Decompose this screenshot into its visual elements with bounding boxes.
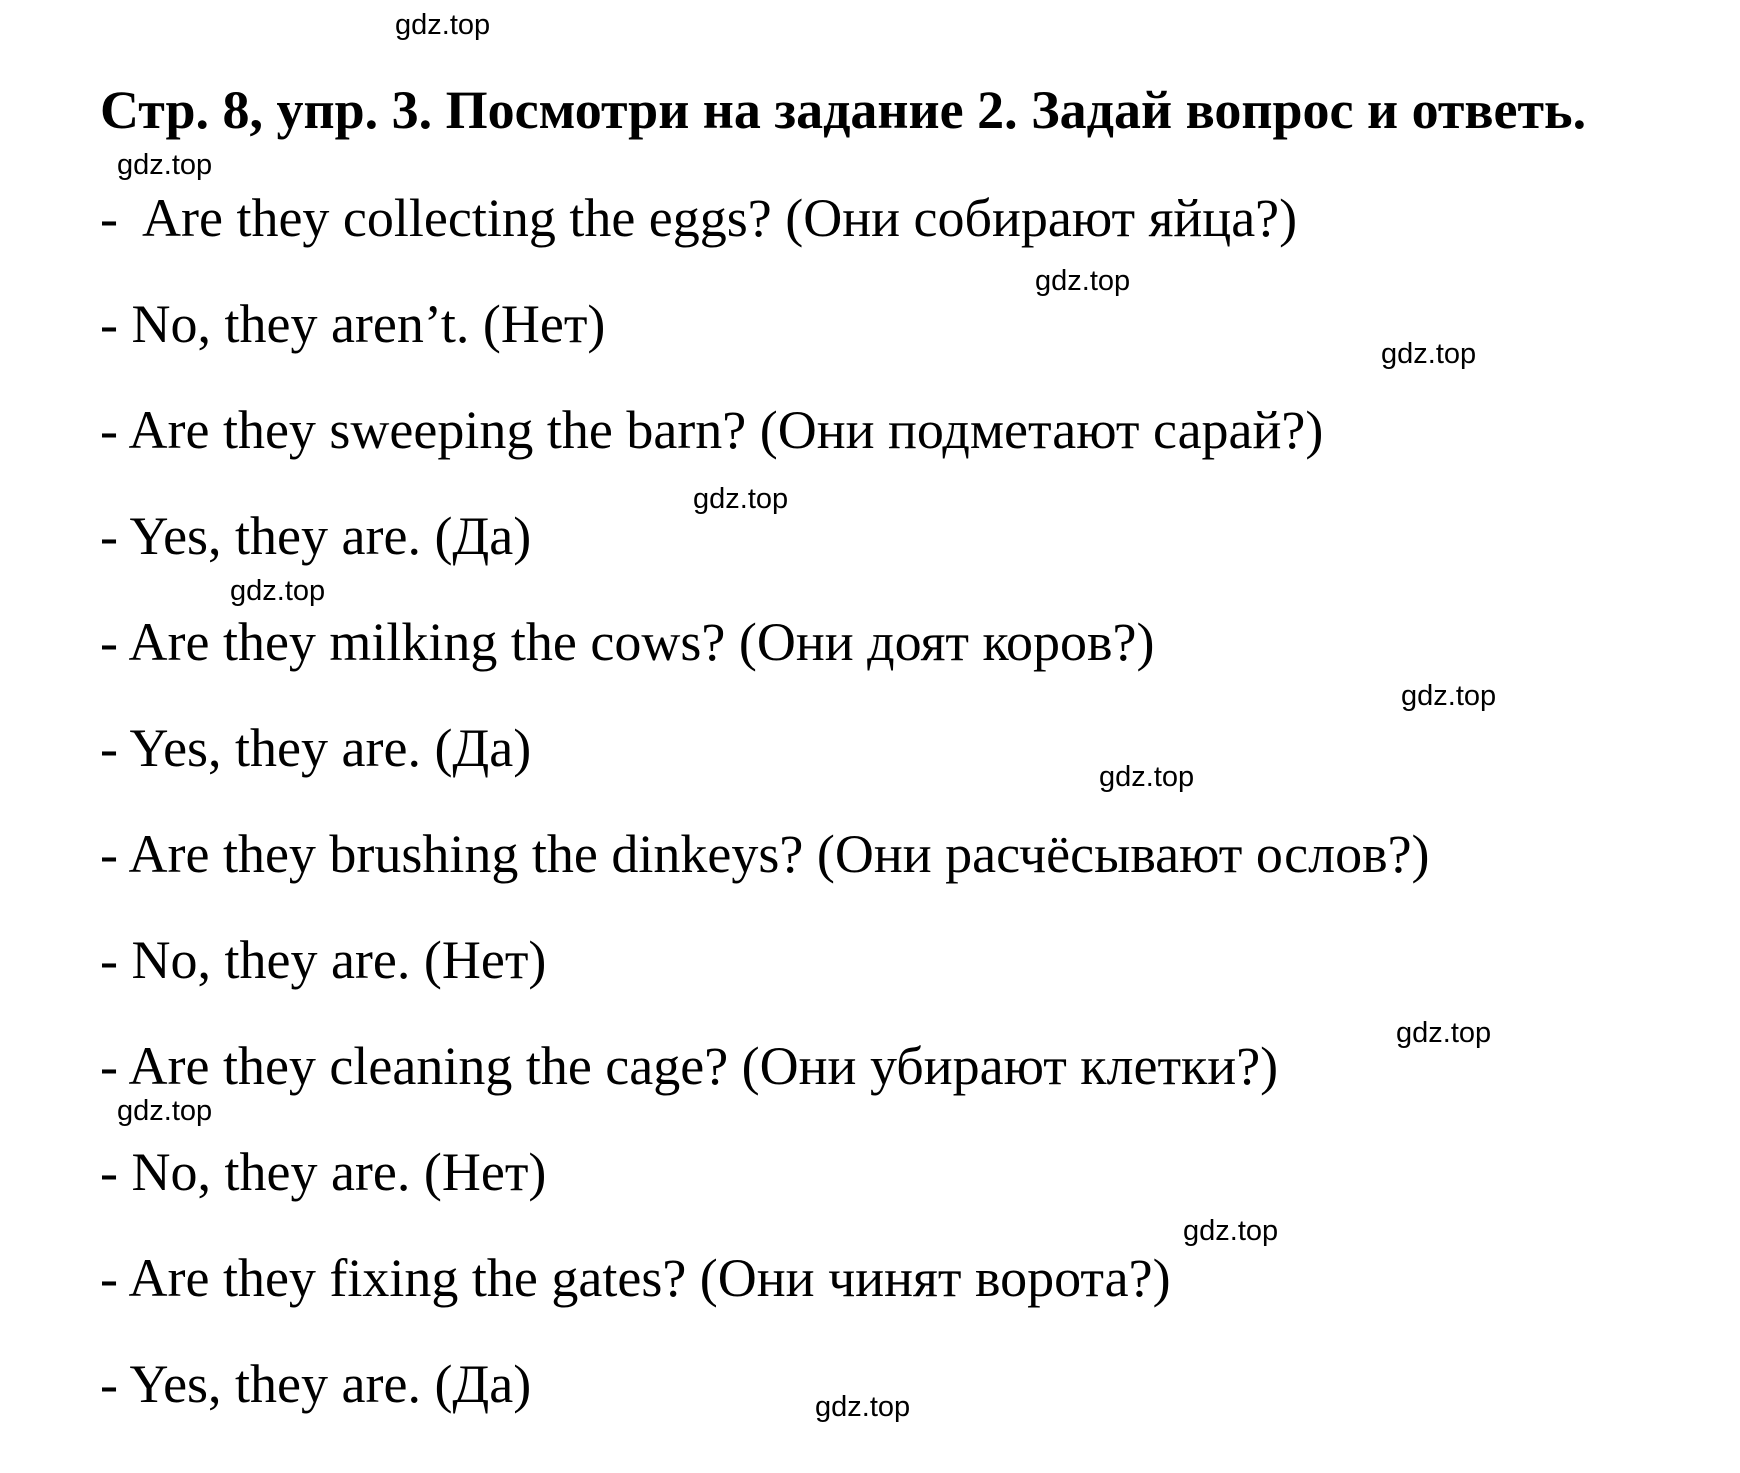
- watermark: gdz.top: [117, 1095, 213, 1127]
- dialogue-line-1: - Are they collecting the eggs? (Они собирают яйца?): [100, 188, 1298, 248]
- dialogue-line-4: - Yes, they are. (Да): [100, 506, 532, 566]
- watermark: gdz.top: [815, 1391, 911, 1423]
- watermark: gdz.top: [1396, 1017, 1492, 1049]
- watermark: gdz.top: [1381, 338, 1477, 370]
- watermark: gdz.top: [117, 149, 213, 181]
- dialogue-line-2: - No, they aren’t. (Нет): [100, 294, 606, 354]
- dialogue-line-6: - Yes, they are. (Да): [100, 718, 532, 778]
- dialogue-line-5: - Are they milking the cows? (Они доят коров?): [100, 612, 1155, 672]
- watermark: gdz.top: [1183, 1215, 1279, 1247]
- dialogue-line-9: - Are they cleaning the cage? (Они убирают клетки?): [100, 1036, 1279, 1096]
- watermark: gdz.top: [1099, 761, 1195, 793]
- watermark: gdz.top: [1401, 680, 1497, 712]
- dialogue-line-11: - Are they fixing the gates? (Они чинят ворота?): [100, 1248, 1171, 1308]
- dialogue-line-8: - No, they are. (Нет): [100, 930, 547, 990]
- dialogue-line-10: - No, they are. (Нет): [100, 1142, 547, 1202]
- watermark: gdz.top: [395, 9, 491, 41]
- page-title: Стр. 8, упр. 3. Посмотри на задание 2. Задай вопрос и ответь.: [100, 80, 1587, 140]
- dialogue-line-3: - Are they sweeping the barn? (Они подметают сарай?): [100, 400, 1324, 460]
- watermark: gdz.top: [230, 575, 326, 607]
- dialogue-line-12: - Yes, they are. (Да): [100, 1354, 532, 1414]
- dialogue-line-7: - Are they brushing the dinkeys? (Они расчёсывают ослов?): [100, 824, 1430, 884]
- watermark: gdz.top: [1035, 265, 1131, 297]
- watermark: gdz.top: [693, 483, 789, 515]
